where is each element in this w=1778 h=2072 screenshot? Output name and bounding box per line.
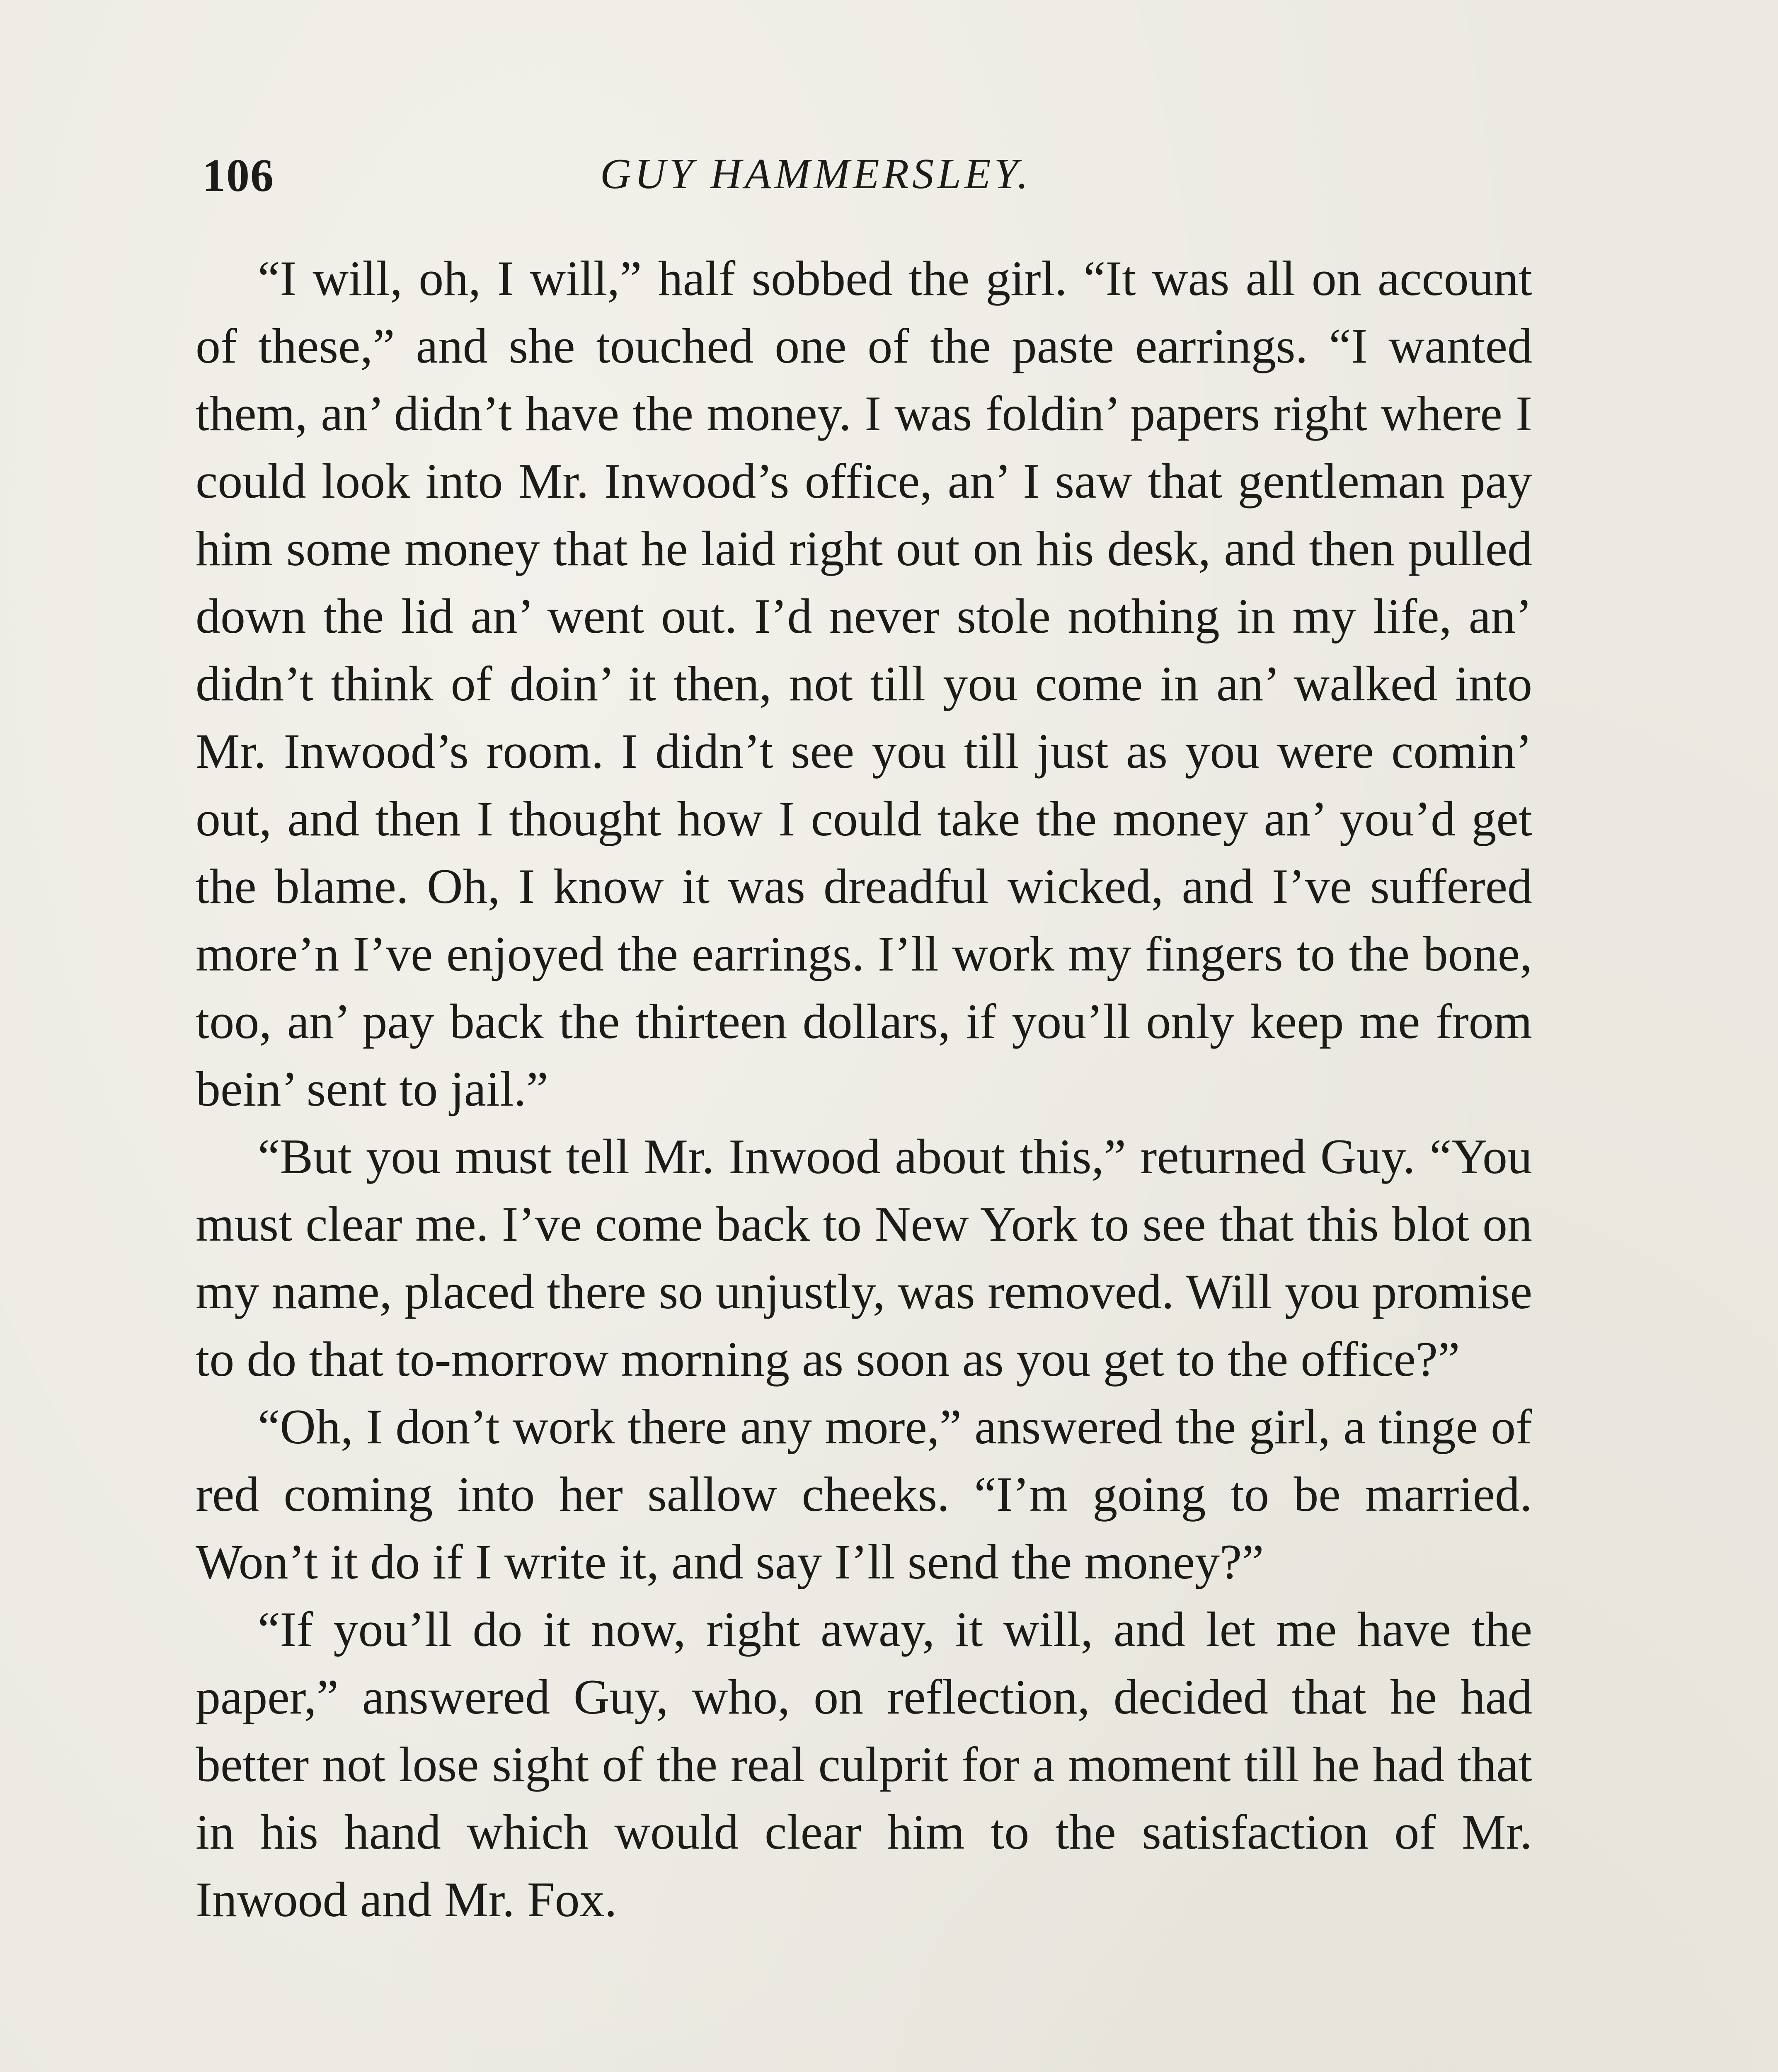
paragraph: “Oh, I don’t work there any more,” answered the girl, a tinge of red coming into her sallow cheeks. “I’m going to be married. Won’t it do if I write it, and say I’ll send the money?”	[196, 1399, 1532, 1589]
running-title: GUY HAMMERSLEY.	[600, 150, 1032, 198]
page-number: 106	[202, 150, 274, 201]
paragraph: “But you must tell Mr. Inwood about this,” returned Guy. “You must clear me. I’ve come back to New York to see that this blot on my name, placed there so unjustly, was removed. Will you promise to do that to-morrow morning as soon as you get to the office?”	[196, 1129, 1532, 1387]
paragraph: “If you’ll do it now, right away, it will, and let me have the paper,” answered Guy, who, on reflection, decided that he had better not lose sight of the real culprit for a moment till he had that in his hand which would clear him to the satisfaction of Mr. Inwood and Mr. Fox.	[196, 1602, 1532, 1927]
paragraph: “I will, oh, I will,” half sobbed the girl. “It was all on account of these,” and she touched one of the paste earrings. “I wanted them, an’ didn’t have the money. I was foldin’ papers right where I could look into Mr. Inwood’s office, an’ I saw that gentleman pay him some money that he laid right out on his desk, and then pulled down the lid an’ went out. I’d never stole nothing in my life, an’ didn’t think of doin’ it then, not till you come in an’ walked into Mr. Inwood’s room. I didn’t see you till just as you were comin’ out, and then I thought how I could take the money an’ you’d get the blame. Oh, I know it was dreadful wicked, and I’ve suffered more’n I’ve enjoyed the earrings. I’ll work my fingers to the bone, too, an’ pay back the thirteen dollars, if you’ll only keep me from bein’ sent to jail.”	[196, 251, 1532, 1116]
text-body	[196, 244, 1532, 1933]
running-head	[202, 149, 1533, 211]
